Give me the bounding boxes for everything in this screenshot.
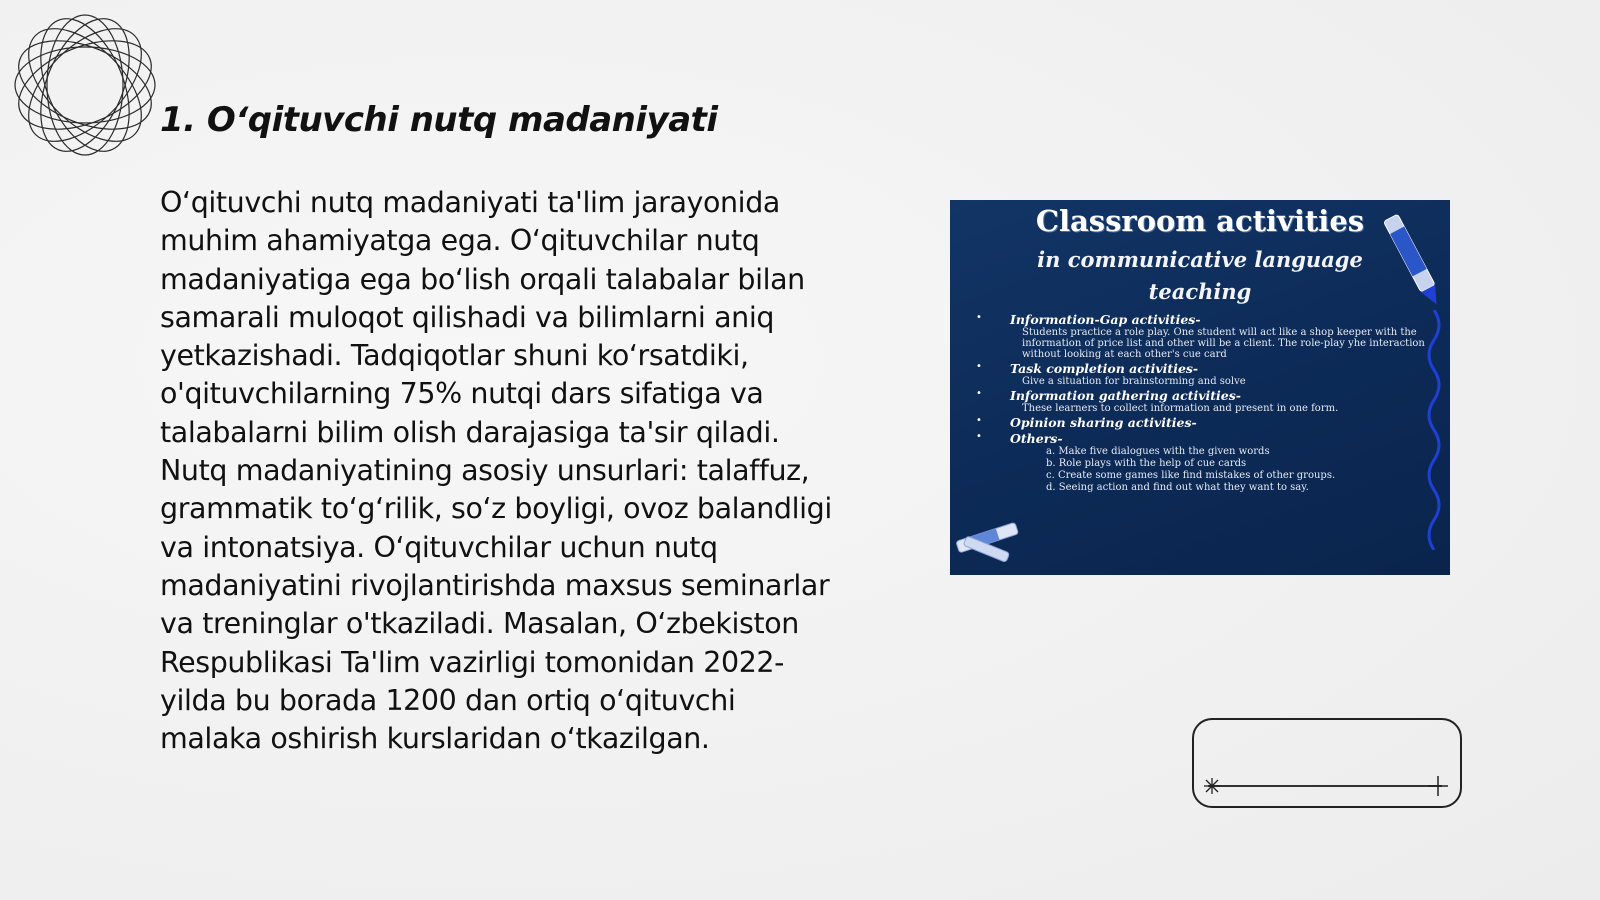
activity-description: These learners to collect information and present in one form.: [1022, 403, 1339, 414]
others-item: b. Role plays with the help of cue cards: [1046, 458, 1247, 469]
image-subtitle: in communicative language teaching: [1037, 247, 1363, 304]
slide-body-text: O‘qituvchi nutq madaniyati ta'lim jarayonida muhim ahamiyatga ega. O‘qituvchilar nutq madaniyatiga ega bo‘lish orqali talabalar bilan samarali muloqot qilishadi va bilimlarni aniq yetkazishadi. Tadqiqotlar shuni ko‘rsatdiki, o'qituvchilarning 75% nutqi dars sifatiga va talabalarni bilim olish darajasiga ta'sir qiladi. Nutq madaniyatining asosiy unsurlari: talaffuz, grammatik to‘g‘rilik, so‘z boyligi, ovoz balandligi va intonatsiya. O‘qituvchilar uchun nutq madaniyatini rivojlantirishda maxsus seminarlar va treninglar o'tkaziladi. Masalan, O‘zbekiston Respublikasi Ta'lim vazirligi tomonidan 2022-yilda bu borada 1200 dan ortiq o‘qituvchi malaka oshirish kurslaridan o‘tkazilgan.: [160, 186, 832, 756]
activity-description: Students practice a role play. One student will act like a shop keeper with the information of price list and other will be a client. The role-play yhe interaction without looking at each other's cue card: [1022, 327, 1425, 360]
cross-icon: [1428, 776, 1448, 796]
classroom-activities-image: [950, 200, 1450, 575]
activity-heading: • Task completion activities-: [1010, 361, 1199, 376]
crayon-icon: [952, 513, 1028, 573]
others-item: a. Make five dialogues with the given words: [1046, 446, 1270, 457]
image-title: Classroom activities: [1035, 204, 1365, 238]
activity-item: [972, 388, 1432, 414]
activity-heading: • Others-: [1010, 431, 1063, 446]
activity-heading: • Opinion sharing activities-: [1010, 415, 1197, 430]
others-item: c. Create some games like find mistakes of other groups.: [1046, 470, 1336, 481]
others-item: d. Seeing action and find out what they want to say.: [1046, 482, 1309, 493]
star-icon: [1203, 777, 1221, 795]
slide-title: 1. O‘qituvchi nutq madaniyati: [160, 100, 718, 140]
activity-item: [972, 312, 1432, 360]
activity-description: Give a situation for brainstorming and solve: [1022, 376, 1246, 387]
activity-item: [972, 361, 1432, 387]
crayon-icon: [1384, 206, 1444, 318]
activity-heading: • Information-Gap activities-: [1010, 312, 1201, 327]
squiggle-line-icon: [1422, 310, 1446, 550]
activity-list: [972, 312, 1432, 495]
orbit-ornament-icon: [10, 10, 160, 160]
decorative-line: [1208, 785, 1442, 787]
activity-item: [972, 415, 1432, 430]
decorative-frame: [1192, 718, 1462, 808]
activity-heading: • Information gathering activities-: [1010, 388, 1241, 403]
activity-item: [972, 431, 1432, 494]
